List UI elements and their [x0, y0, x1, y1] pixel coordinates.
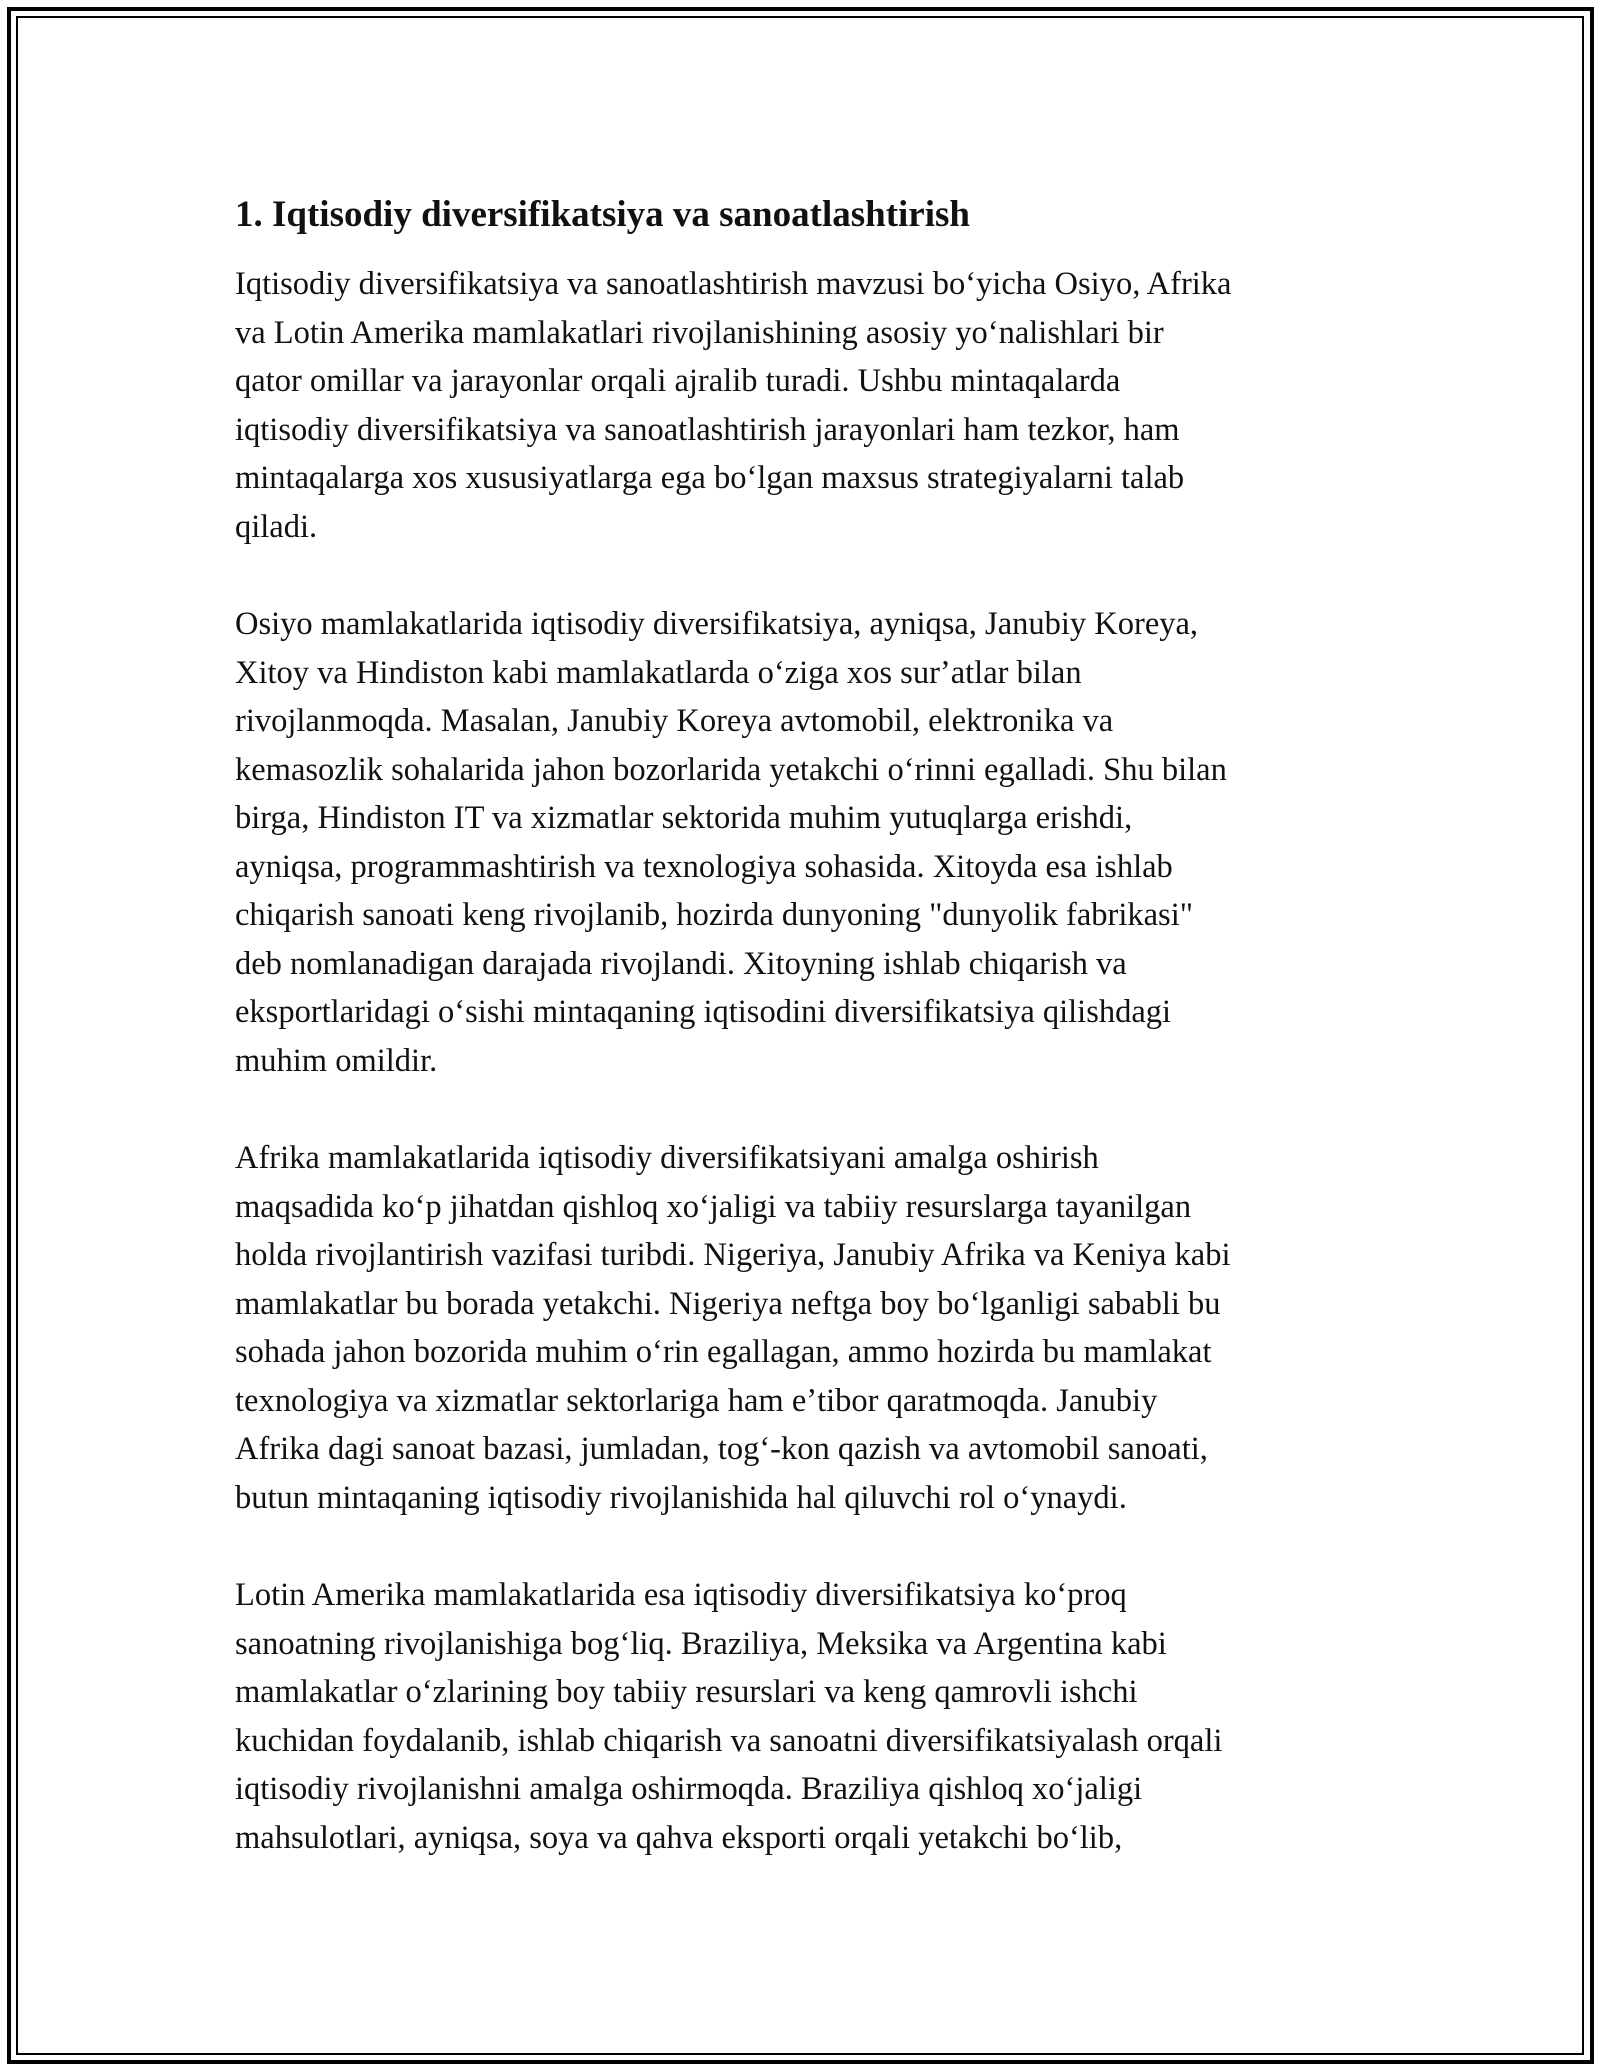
text-line: chiqarish sanoati keng rivojlanib, hozirda dunyoning "dunyolik fabrikasi" — [235, 897, 1194, 933]
section-heading: 1. Iqtisodiy diversifikatsiya va sanoatlashtirish — [235, 194, 970, 235]
text-line: Lotin Amerika mamlakatlarida esa iqtisodiy diversifikatsiya koʻproq — [235, 1577, 1127, 1613]
text-line: qiladi. — [235, 508, 318, 545]
text-line: deb nomlanadigan darajada rivojlandi. Xitoyning ishlab chiqarish va — [235, 945, 1127, 982]
text-line: Iqtisodiy diversifikatsiya va sanoatlashtirish mavzusi boʻyicha Osiyo, Afrika — [235, 266, 1232, 302]
text-line: muhim omildir. — [235, 1042, 438, 1079]
document-body — [235, 186, 1385, 1862]
text-line: holda rivojlantirish vazifasi turibdi. Nigeriya, Janubiy Afrika va Keniya kabi — [235, 1237, 1231, 1273]
text-line: mintaqalarga xos xususiyatlarga ega boʻlgan maxsus strategiyalarni talab — [235, 460, 1185, 496]
text-line: kuchidan foydalanib, ishlab chiqarish va sanoatni diversifikatsiyalash orqali — [235, 1722, 1223, 1759]
text-line: eksportlaridagi oʻsishi mintaqaning iqtisodini diversifikatsiya qilishdagi — [235, 994, 1172, 1030]
text-line: mamlakatlar bu borada yetakchi. Nigeriya neftga boy boʻlganligi sababli bu — [235, 1285, 1221, 1322]
text-line: butun mintaqaning iqtisodiy rivojlanishida hal qiluvchi rol oʻynaydi. — [235, 1479, 1127, 1516]
text-line: Osiyo mamlakatlarida iqtisodiy diversifikatsiya, ayniqsa, Janubiy Koreya, — [235, 606, 1199, 642]
paragraph-2 — [235, 600, 1385, 1085]
text-line: Xitoy va Hindiston kabi mamlakatlarda oʻziga xos surʼatlar bilan — [235, 654, 1082, 691]
text-line: maqsadida koʻp jihatdan qishloq xoʻjaligi va tabiiy resurslarga tayanilgan — [235, 1188, 1192, 1225]
text-line: mamlakatlar oʻzlarining boy tabiiy resurslari va keng qamrovli ishchi — [235, 1674, 1138, 1710]
text-line: sohada jahon bozorida muhim oʻrin egallagan, ammo hozirda bu mamlakat — [235, 1334, 1212, 1370]
text-line: rivojlanmoqda. Masalan, Janubiy Koreya avtomobil, elektronika va — [235, 703, 1114, 739]
text-line: iqtisodiy diversifikatsiya va sanoatlashtirish jarayonlari ham tezkor, ham — [235, 411, 1180, 448]
text-line: sanoatning rivojlanishiga bogʻliq. Braziliya, Meksika va Argentina kabi — [235, 1625, 1167, 1662]
paragraph-3 — [235, 1134, 1385, 1522]
text-line: mahsulotlari, ayniqsa, soya va qahva eksporti orqali yetakchi boʻlib, — [235, 1819, 1123, 1856]
text-line: texnologiya va xizmatlar sektorlariga ham eʼtibor qaratmoqda. Janubiy — [235, 1382, 1158, 1419]
paragraph-4 — [235, 1571, 1385, 1862]
paragraph-1 — [235, 260, 1385, 551]
text-line: qator omillar va jarayonlar orqali ajralib turadi. Ushbu mintaqalarda — [235, 363, 1121, 399]
text-line: Afrika dagi sanoat bazasi, jumladan, togʻ-kon qazish va avtomobil sanoati, — [235, 1431, 1208, 1467]
text-line: iqtisodiy rivojlanishni amalga oshirmoqda. Braziliya qishloq xoʻjaligi — [235, 1771, 1143, 1807]
paragraphs-container — [235, 260, 1385, 1862]
text-line: ayniqsa, programmashtirish va texnologiya sohasida. Xitoyda esa ishlab — [235, 848, 1173, 885]
text-line: birga, Hindiston IT va xizmatlar sektorida muhim yutuqlarga erishdi, — [235, 800, 1133, 836]
text-line: kemasozlik sohalarida jahon bozorlarida yetakchi oʻrinni egalladi. Shu bilan — [235, 751, 1227, 788]
text-line: Afrika mamlakatlarida iqtisodiy diversifikatsiyani amalga oshirish — [235, 1140, 1099, 1176]
text-line: va Lotin Amerika mamlakatlari rivojlanishining asosiy yoʻnalishlari bir — [235, 314, 1164, 351]
